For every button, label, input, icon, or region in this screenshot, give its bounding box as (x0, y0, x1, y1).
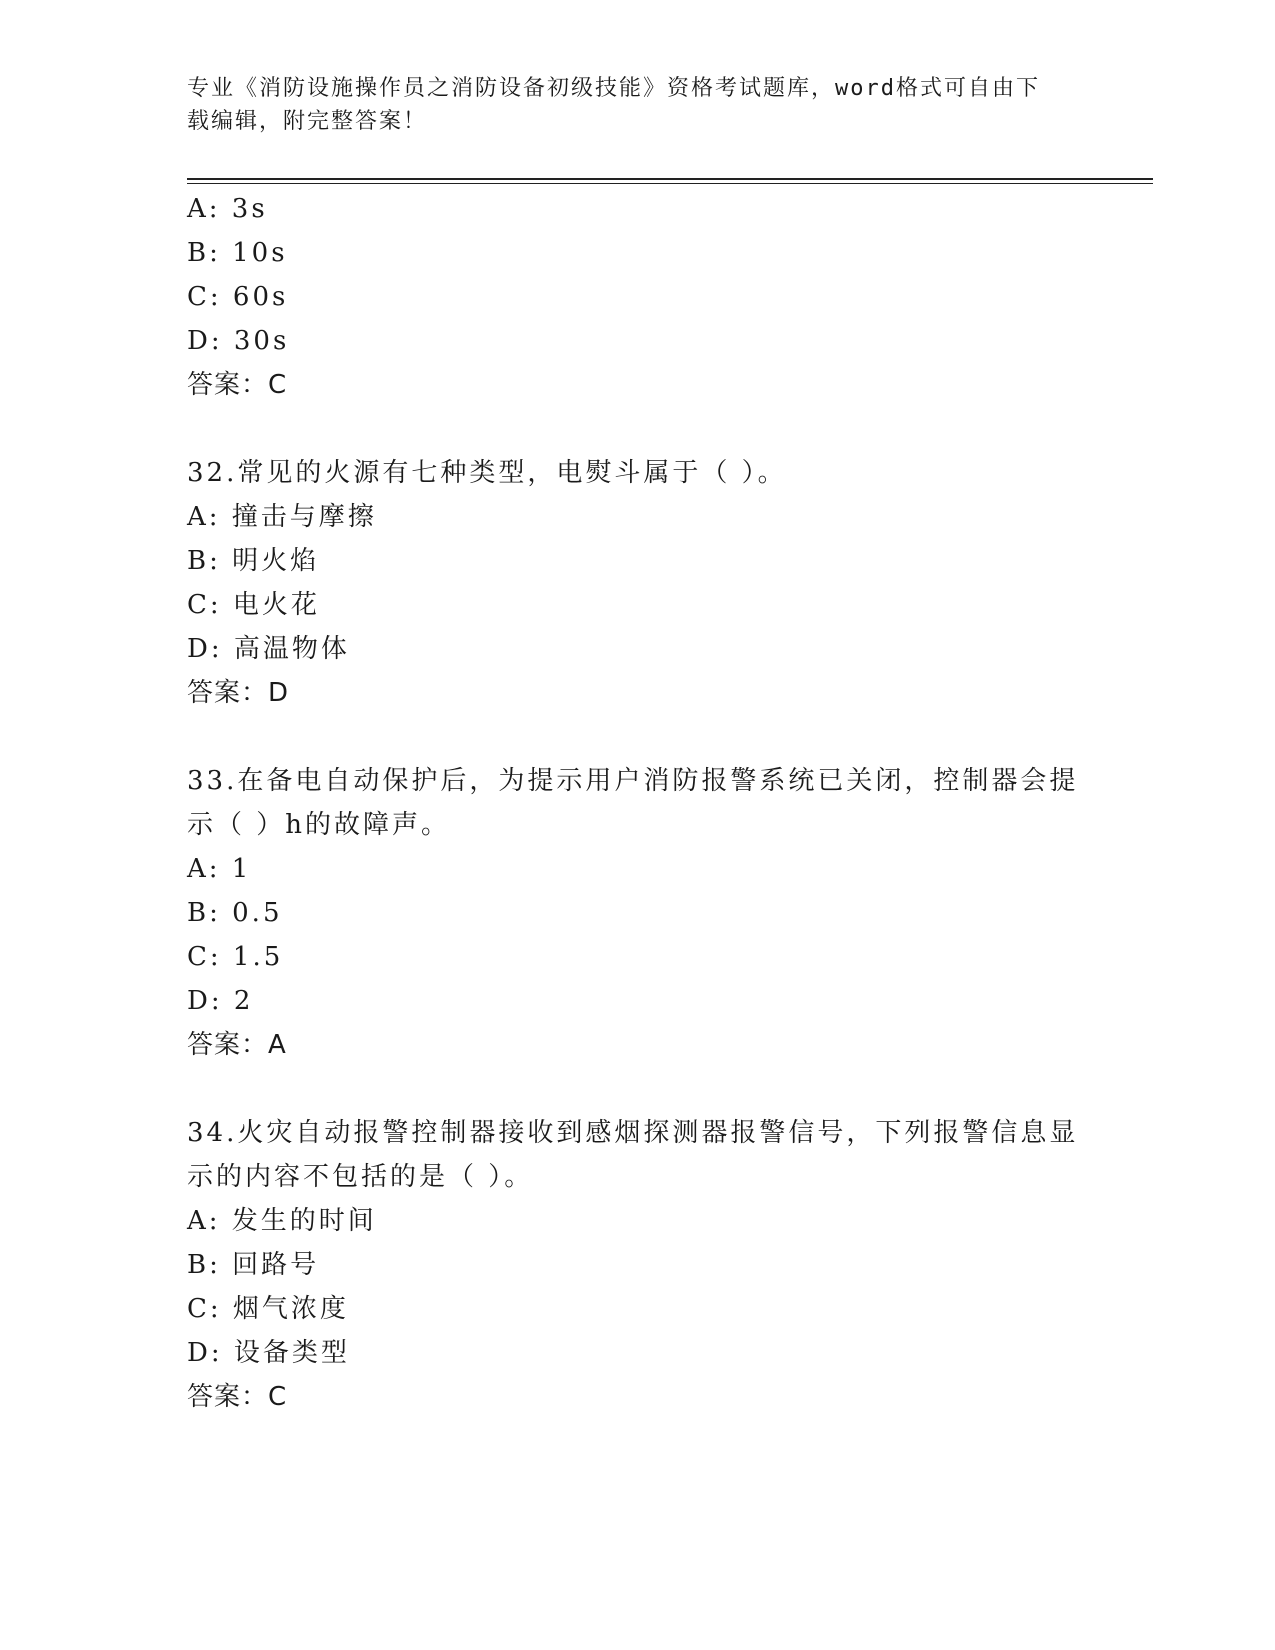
q32-answer: 答案：D (187, 678, 290, 708)
header-line-2: 载编辑，附完整答案！ (187, 109, 428, 134)
header-rule-thick (187, 178, 1153, 180)
q33-option-b: B: 0.5 (187, 898, 283, 928)
q31-option-a: A: 3s (187, 194, 268, 224)
header-line-1: 专业《消防设施操作员之消防设备初级技能》资格考试题库，word格式可自由下 (187, 76, 1040, 101)
q33-option-d: D: 2 (187, 986, 254, 1016)
q34-option-d: D: 设备类型 (187, 1338, 350, 1368)
document-header (187, 72, 1087, 138)
q32-option-d: D: 高温物体 (187, 634, 350, 664)
q34-answer: 答案：C (187, 1382, 288, 1412)
q32-option-c: C: 电火花 (187, 590, 320, 620)
header-rule-thin (187, 183, 1153, 184)
q31-option-d: D: 30s (187, 326, 290, 356)
q33-option-c: C: 1.5 (187, 942, 284, 972)
q32-option-b: B: 明火焰 (187, 546, 320, 576)
q34-option-a: A: 发生的时间 (187, 1206, 377, 1236)
q33-option-a: A: 1 (187, 854, 252, 884)
q34-option-c: C: 烟气浓度 (187, 1294, 349, 1324)
q31-option-b: B: 10s (187, 238, 288, 268)
q32-question: 32.常见的火源有七种类型，电熨斗属于（ ）。 (187, 458, 787, 488)
q31-answer: 答案：C (187, 370, 288, 400)
q34-question-line-2: 示的内容不包括的是（ ）。 (187, 1162, 534, 1192)
q31-option-c: C: 60s (187, 282, 289, 312)
q34-option-b: B: 回路号 (187, 1250, 320, 1280)
q32-option-a: A: 撞击与摩擦 (187, 502, 377, 532)
q33-question-line-1: 33.在备电自动保护后，为提示用户消防报警系统已关闭，控制器会提 (187, 766, 1079, 796)
q34-question-line-1: 34.火灾自动报警控制器接收到感烟探测器报警信号，下列报警信息显 (187, 1118, 1079, 1148)
q33-answer: 答案：A (187, 1030, 287, 1060)
q33-question-line-2: 示（ ）h的故障声。 (187, 810, 451, 840)
